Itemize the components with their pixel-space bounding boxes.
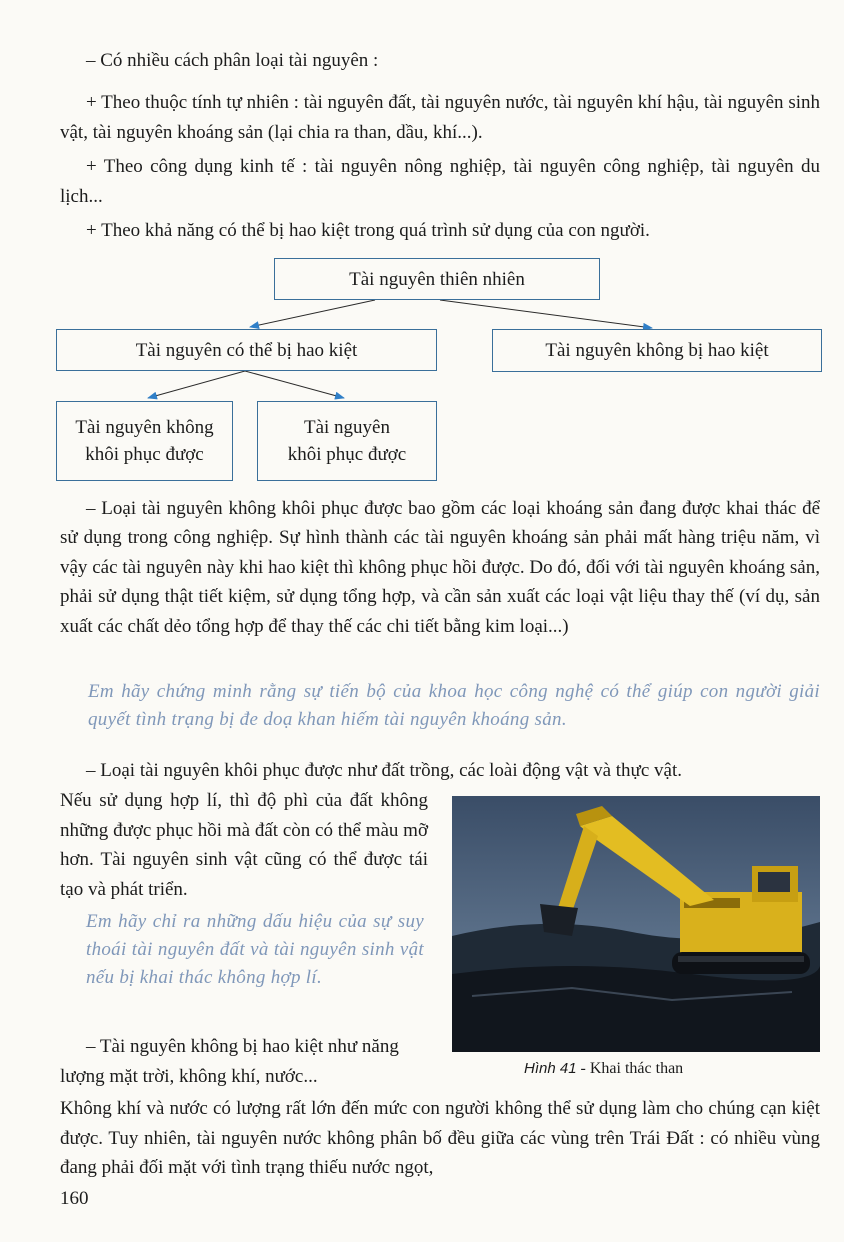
diagram-non-renewable-line1: Tài nguyên không <box>75 417 214 438</box>
page-number: 160 <box>60 1188 89 1209</box>
classification-intro: – Có nhiều cách phân loại tài nguyên : <box>86 50 379 71</box>
diagram-non-depletable-box <box>492 329 822 372</box>
arrow-to-non-depletable <box>440 300 652 328</box>
closing-paragraph: Không khí và nước có lượng rất lớn đến mức con người không thể sử dụng làm cho chúng cạn kiệt được. Tuy nhiên, tài nguyên nước không phân bố đều giữa các vùng trên Trái Đất : có nhiều vùng đang phải đối mặt với tình trạng thiếu nước ngọt, <box>60 1098 820 1178</box>
non-renewable-paragraph: – Loại tài nguyên không khôi phục được bao gồm các loại khoáng sản đang được khai thác để sử dụng trong công nghiệp. Sự hình thành các tài nguyên khoáng sản phải mất hàng triệu năm, vì vậy các tài nguyên này khi hao kiệt thì không phục hồi được. Do đó, đối với tài nguyên khoáng sản, phải sử dụng thật tiết kiệm, sử dụng tổng hợp, và cần sản xuất các loại vật liệu thay thế (ví dụ, sản xuất các chất dẻo tổng hợp để thay thế các chi tiết bằng kim loại...) <box>60 498 820 637</box>
arrow-to-non-renewable <box>148 371 245 398</box>
diagram-non-depletable-label: Tài nguyên không bị hao kiệt <box>545 340 769 361</box>
arrow-to-depletable <box>250 300 375 327</box>
renewable-paragraph: Nếu sử dụng hợp lí, thì độ phì của đất không những được phục hồi mà đất còn có thể màu mỡ hơn. Tài nguyên sinh vật cũng có thể được tái tạo và phát triển. <box>60 790 428 900</box>
question-1: Em hãy chứng minh rằng sự tiến bộ của khoa học công nghệ có thể giúp con người giải quyết tình trạng bị đe doạ khan hiếm tài nguyên khoáng sản. <box>88 681 820 730</box>
non-depletable-paragraph: – Tài nguyên không bị hao kiệt như năng lượng mặt trời, không khí, nước... <box>60 1036 399 1087</box>
figure-label: Hình 41 <box>524 1060 577 1077</box>
diagram-non-renewable-line2: khôi phục được <box>85 444 204 465</box>
figure-caption <box>524 1060 683 1078</box>
diagram-renewable-line1: Tài nguyên <box>303 417 390 438</box>
coal-mining-photo <box>452 796 820 1052</box>
diagram-renewable-line2: khôi phục được <box>287 444 407 465</box>
diagram-depletable-box <box>56 329 437 371</box>
diagram-non-renewable-box <box>56 401 233 481</box>
classification-by-depletion: + Theo khả năng có thể bị hao kiệt trong quá trình sử dụng của con người. <box>86 220 650 241</box>
arrow-to-renewable <box>245 371 344 398</box>
question-2: Em hãy chỉ ra những dấu hiệu của sự suy thoái tài nguyên đất và tài nguyên sinh vật nếu bị khai thác không hợp lí. <box>86 911 424 988</box>
diagram-root-label: Tài nguyên thiên nhiên <box>349 268 525 290</box>
diagram-root-box <box>274 258 600 300</box>
classification-by-nature: + Theo thuộc tính tự nhiên : tài nguyên đất, tài nguyên nước, tài nguyên khí hậu, tài nguyên sinh vật, tài nguyên khoáng sản (lại chia ra than, dầu, khí...). <box>60 92 820 143</box>
renewable-first-line: – Loại tài nguyên khôi phục được như đất trồng, các loài động vật và thực vật. <box>86 760 683 781</box>
classification-by-economic-use: + Theo công dụng kinh tế : tài nguyên nông nghiệp, tài nguyên công nghiệp, tài nguyên du lịch... <box>60 156 820 207</box>
figure-caption-text: - Khai thác than <box>576 1060 684 1077</box>
diagram-renewable-box <box>257 401 437 481</box>
diagram-depletable-label: Tài nguyên có thể bị hao kiệt <box>135 339 358 361</box>
